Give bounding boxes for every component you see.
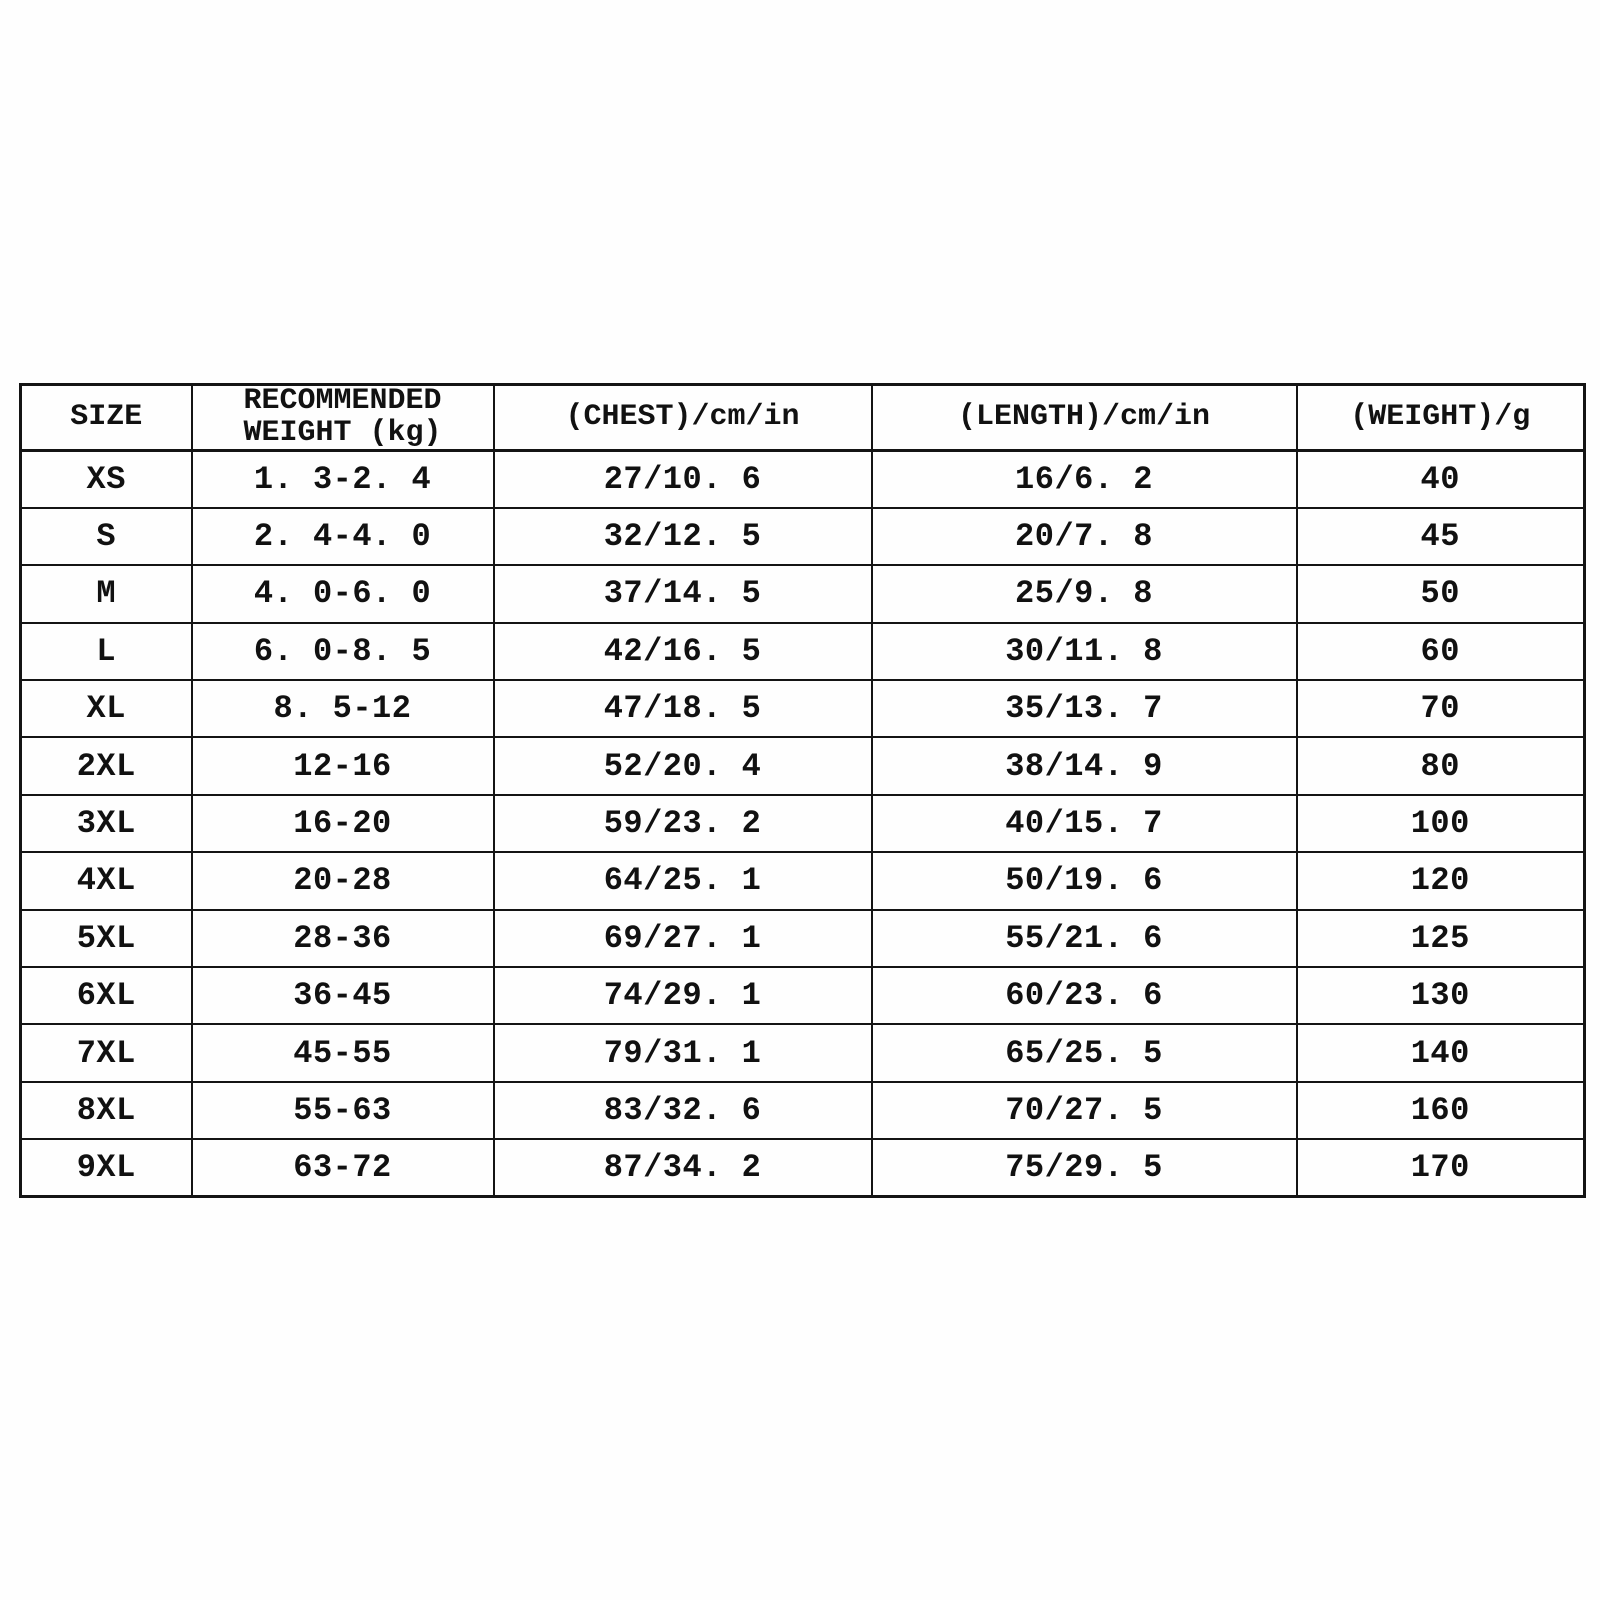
cell-chest-cm-in: 42/16. 5 bbox=[494, 623, 872, 680]
cell-recommended-weight-kg: 45-55 bbox=[192, 1024, 494, 1081]
cell-recommended-weight-kg: 6. 0-8. 5 bbox=[192, 623, 494, 680]
cell-recommended-weight-kg: 28-36 bbox=[192, 910, 494, 967]
cell-length-cm-in: 70/27. 5 bbox=[872, 1082, 1297, 1139]
table-row-2xl bbox=[21, 737, 1585, 794]
cell-weight-g: 50 bbox=[1297, 565, 1585, 622]
cell-weight-g: 170 bbox=[1297, 1139, 1585, 1196]
cell-chest-cm-in: 47/18. 5 bbox=[494, 680, 872, 737]
header-chest: (CHEST)/cm/in bbox=[494, 385, 872, 451]
cell-chest-cm-in: 87/34. 2 bbox=[494, 1139, 872, 1196]
cell-weight-g: 70 bbox=[1297, 680, 1585, 737]
cell-weight-g: 120 bbox=[1297, 852, 1585, 909]
size-chart-table bbox=[19, 383, 1586, 1198]
cell-size: M bbox=[21, 565, 192, 622]
cell-size: 7XL bbox=[21, 1024, 192, 1081]
cell-weight-g: 45 bbox=[1297, 508, 1585, 565]
cell-chest-cm-in: 79/31. 1 bbox=[494, 1024, 872, 1081]
table-row-xl bbox=[21, 680, 1585, 737]
cell-weight-g: 140 bbox=[1297, 1024, 1585, 1081]
cell-length-cm-in: 65/25. 5 bbox=[872, 1024, 1297, 1081]
cell-recommended-weight-kg: 63-72 bbox=[192, 1139, 494, 1196]
cell-weight-g: 125 bbox=[1297, 910, 1585, 967]
cell-size: XL bbox=[21, 680, 192, 737]
cell-recommended-weight-kg: 55-63 bbox=[192, 1082, 494, 1139]
header-recommended-weight: RECOMMENDED WEIGHT (kg) bbox=[192, 385, 494, 451]
cell-chest-cm-in: 37/14. 5 bbox=[494, 565, 872, 622]
cell-size: 2XL bbox=[21, 737, 192, 794]
cell-recommended-weight-kg: 4. 0-6. 0 bbox=[192, 565, 494, 622]
cell-chest-cm-in: 52/20. 4 bbox=[494, 737, 872, 794]
table-row-9xl bbox=[21, 1139, 1585, 1196]
table-row-8xl bbox=[21, 1082, 1585, 1139]
cell-size: L bbox=[21, 623, 192, 680]
cell-length-cm-in: 20/7. 8 bbox=[872, 508, 1297, 565]
cell-weight-g: 130 bbox=[1297, 967, 1585, 1024]
table-row-6xl bbox=[21, 967, 1585, 1024]
cell-weight-g: 40 bbox=[1297, 451, 1585, 508]
cell-recommended-weight-kg: 1. 3-2. 4 bbox=[192, 451, 494, 508]
cell-size: 6XL bbox=[21, 967, 192, 1024]
cell-length-cm-in: 60/23. 6 bbox=[872, 967, 1297, 1024]
cell-length-cm-in: 16/6. 2 bbox=[872, 451, 1297, 508]
header-length: (LENGTH)/cm/in bbox=[872, 385, 1297, 451]
cell-chest-cm-in: 83/32. 6 bbox=[494, 1082, 872, 1139]
cell-recommended-weight-kg: 2. 4-4. 0 bbox=[192, 508, 494, 565]
cell-recommended-weight-kg: 8. 5-12 bbox=[192, 680, 494, 737]
cell-length-cm-in: 75/29. 5 bbox=[872, 1139, 1297, 1196]
cell-size: 5XL bbox=[21, 910, 192, 967]
table-header bbox=[21, 385, 1585, 451]
cell-size: 3XL bbox=[21, 795, 192, 852]
cell-size: 9XL bbox=[21, 1139, 192, 1196]
cell-chest-cm-in: 59/23. 2 bbox=[494, 795, 872, 852]
cell-size: 4XL bbox=[21, 852, 192, 909]
header-row bbox=[21, 385, 1585, 451]
cell-recommended-weight-kg: 12-16 bbox=[192, 737, 494, 794]
cell-weight-g: 60 bbox=[1297, 623, 1585, 680]
cell-length-cm-in: 40/15. 7 bbox=[872, 795, 1297, 852]
cell-size: XS bbox=[21, 451, 192, 508]
cell-length-cm-in: 25/9. 8 bbox=[872, 565, 1297, 622]
table-row-s bbox=[21, 508, 1585, 565]
cell-length-cm-in: 55/21. 6 bbox=[872, 910, 1297, 967]
table-row-4xl bbox=[21, 852, 1585, 909]
cell-chest-cm-in: 74/29. 1 bbox=[494, 967, 872, 1024]
cell-size: 8XL bbox=[21, 1082, 192, 1139]
cell-length-cm-in: 30/11. 8 bbox=[872, 623, 1297, 680]
header-size: SIZE bbox=[21, 385, 192, 451]
cell-length-cm-in: 38/14. 9 bbox=[872, 737, 1297, 794]
cell-chest-cm-in: 64/25. 1 bbox=[494, 852, 872, 909]
cell-recommended-weight-kg: 16-20 bbox=[192, 795, 494, 852]
table-body bbox=[21, 451, 1585, 1197]
table-row-xs bbox=[21, 451, 1585, 508]
cell-length-cm-in: 50/19. 6 bbox=[872, 852, 1297, 909]
cell-weight-g: 80 bbox=[1297, 737, 1585, 794]
table-row-l bbox=[21, 623, 1585, 680]
cell-weight-g: 100 bbox=[1297, 795, 1585, 852]
header-weight-g: (WEIGHT)/g bbox=[1297, 385, 1585, 451]
cell-chest-cm-in: 69/27. 1 bbox=[494, 910, 872, 967]
table-row-3xl bbox=[21, 795, 1585, 852]
cell-chest-cm-in: 32/12. 5 bbox=[494, 508, 872, 565]
cell-recommended-weight-kg: 36-45 bbox=[192, 967, 494, 1024]
cell-length-cm-in: 35/13. 7 bbox=[872, 680, 1297, 737]
table-row-m bbox=[21, 565, 1585, 622]
cell-weight-g: 160 bbox=[1297, 1082, 1585, 1139]
table-row-5xl bbox=[21, 910, 1585, 967]
cell-size: S bbox=[21, 508, 192, 565]
cell-chest-cm-in: 27/10. 6 bbox=[494, 451, 872, 508]
cell-recommended-weight-kg: 20-28 bbox=[192, 852, 494, 909]
table-row-7xl bbox=[21, 1024, 1585, 1081]
